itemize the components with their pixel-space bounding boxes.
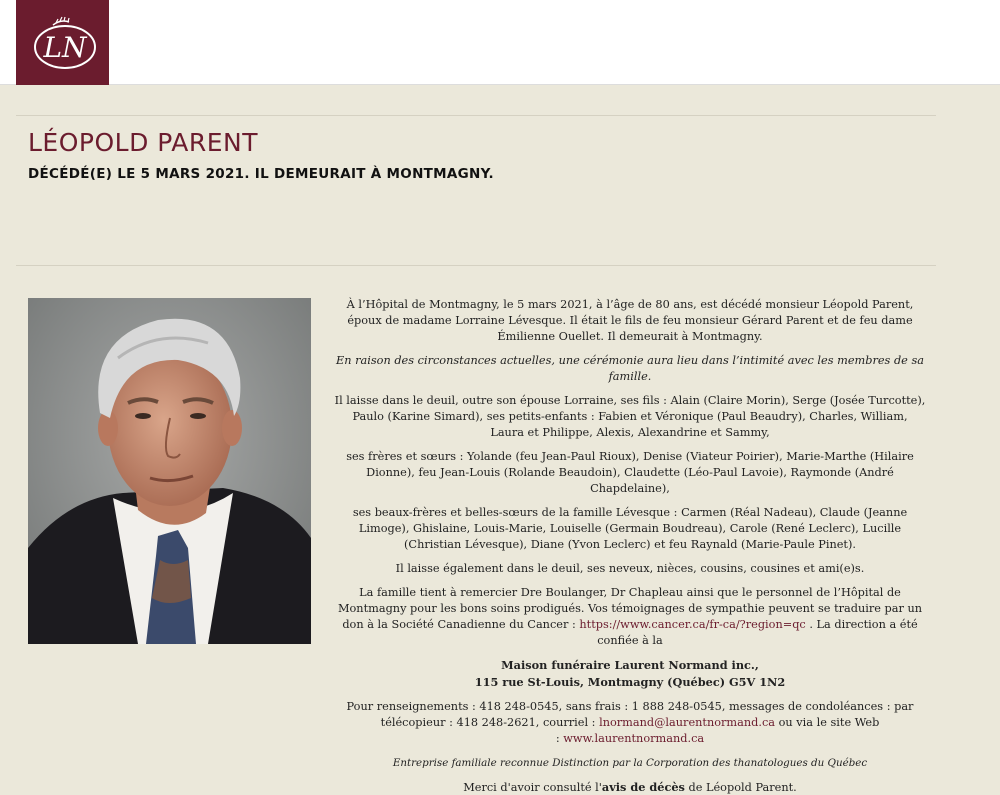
funeral-home-name: Maison funéraire Laurent Normand inc.,: [501, 658, 759, 672]
direction-text: . La direction a été confiée à la: [597, 618, 918, 647]
logo-text: LN: [42, 30, 87, 64]
portrait-photo: [28, 298, 311, 644]
thanks-paragraph: [334, 585, 926, 649]
contact-text: Pour renseignements : 418 248-0545, sans frais : 1 888 248-0545, messages de condoléances : par télécopieur : 418 248-2621, courriel :: [346, 700, 914, 729]
deceased-name: LÉOPOLD PARENT: [28, 128, 258, 157]
relatives-paragraph: Il laisse également dans le deuil, ses neveux, nièces, cousins, cousines et ami(e)s.: [395, 562, 865, 575]
closing-paragraph: [334, 779, 926, 795]
top-bar: [0, 0, 1000, 85]
funeral-home-address: 115 rue St-Louis, Montmagny (Québec) G5V 1N2: [474, 675, 786, 689]
divider-bottom: [16, 265, 936, 266]
ceremony-paragraph: En raison des circonstances actuelles, une cérémonie aura lieu dans l’intimité avec les membres de sa famille.: [336, 354, 924, 383]
siblings-paragraph: ses frères et sœurs : Yolande (feu Jean-Paul Rioux), Denise (Viateur Poirier), Marie-Marthe (Hilaire Dionne), feu Jean-Louis (Rolande Beaudoin), Claudette (Léo-Paul Lavoie), Raymonde (André Chapdelaine),: [346, 450, 914, 495]
death-summary: DÉCÉDÉ(E) LE 5 MARS 2021. IL DEMEURAIT À MONTMAGNY.: [28, 166, 494, 182]
website-link[interactable]: www.laurentnormand.ca: [563, 732, 705, 745]
site-logo[interactable]: [16, 0, 109, 85]
ln-monogram-icon: [23, 11, 103, 75]
divider-top: [16, 115, 936, 116]
distinction-note: Entreprise familiale reconnue Distinction par la Corporation des thanatologues du Québec: [392, 757, 868, 769]
website-prefix: :: [555, 732, 564, 745]
closing-bold: avis de décès: [601, 780, 685, 794]
family-sons-paragraph: Il laisse dans le deuil, outre son épouse Lorraine, ses fils : Alain (Claire Morin), Serge (Josée Turcotte), Paulo (Karine Simard), ses petits-enfants : Fabien et Véronique (Paul Beaudry), Charles, William, Laura et Philippe, Alexis, Alexandrine et Sammy,: [334, 394, 926, 439]
contact-via-text: ou via le site Web: [775, 716, 880, 729]
thanks-text: La famille tient à remercier Dre Boulanger, Dr Chapleau ainsi que le personnel de l’Hôpital de Montmagny pour les bons soins prodigués. Vos témoignages de sympathie peuvent se traduire par un don à la Société Canadienne du Cancer :: [337, 586, 923, 631]
in-laws-paragraph: ses beaux-frères et belles-sœurs de la famille Lévesque : Carmen (Réal Nadeau), Claude (Jeanne Limoge), Ghislaine, Louis-Marie, Louiselle (Germain Boudreau), Carole (René Leclerc), Lucille (Christian Lévesque), Diane (Yvon Leclerc) et feu Raynald (Marie-Paule Pinet).: [352, 506, 908, 551]
contact-paragraph: [334, 699, 926, 747]
obituary-text: [334, 297, 926, 795]
closing-text-before: Merci d'avoir consulté l': [463, 781, 602, 794]
closing-text-after: de Léopold Parent.: [684, 781, 797, 794]
funeral-home-block: [334, 657, 926, 691]
cancer-society-link[interactable]: https://www.cancer.ca/fr-ca/?region=qc: [579, 618, 806, 631]
email-link[interactable]: lnormand@laurentnormand.ca: [599, 716, 776, 729]
intro-paragraph: À l’Hôpital de Montmagny, le 5 mars 2021, à l’âge de 80 ans, est décédé monsieur Léopold Parent, époux de madame Lorraine Lévesque. Il était le fils de feu monsieur Gérard Parent et de feu dame Émilienne Ouellet. Il demeurait à Montmagny.: [346, 298, 914, 343]
